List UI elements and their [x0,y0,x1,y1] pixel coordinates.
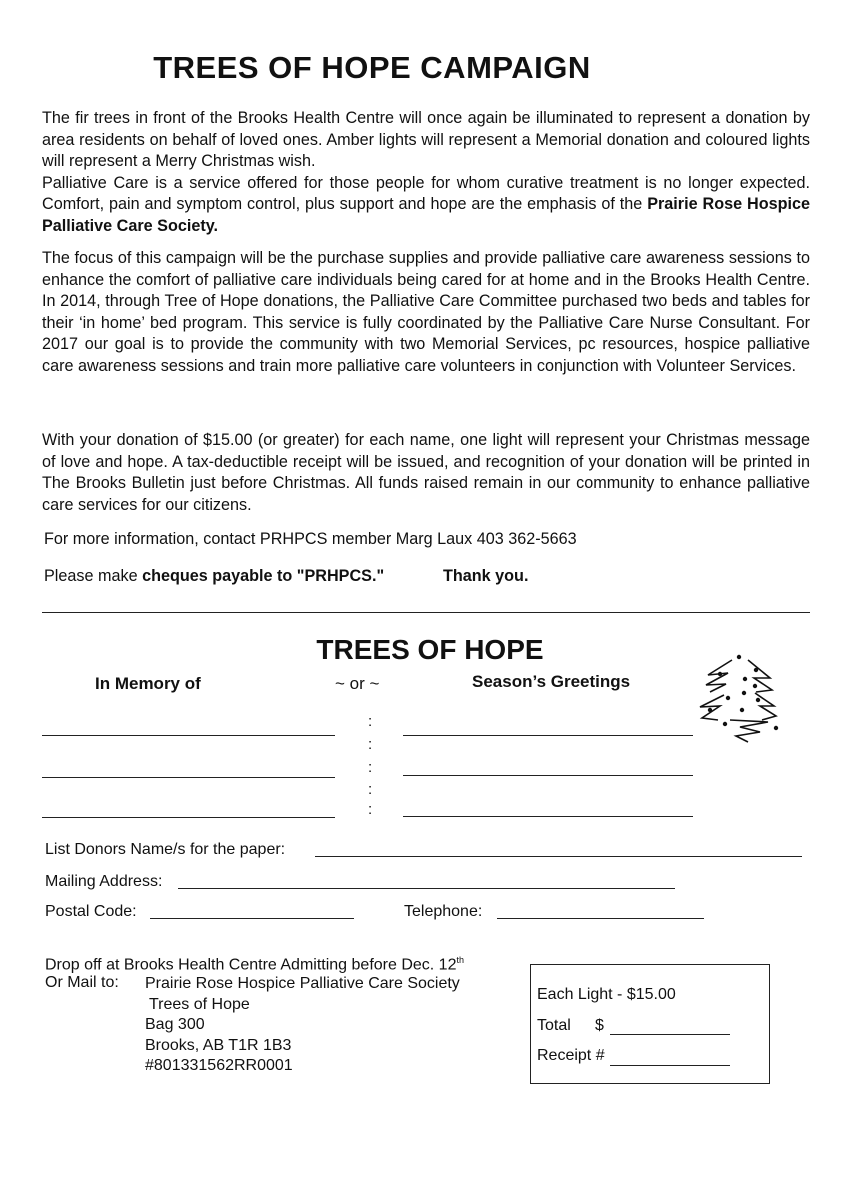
intro-text: The fir trees in front of the Brooks Health Centre will once again be illuminated to represent a donation by area residents on behalf of loved ones. Amber lights will represent a Memorial donation and coloured lights will represent a Merry Christmas wish. [42,109,810,171]
colon: : [368,781,373,798]
memory-line-3[interactable] [42,817,335,818]
form-title: TREES OF HOPE [316,634,544,665]
intro-paragraph [42,108,810,238]
memory-line-2[interactable] [42,777,335,778]
donors-label: List Donors Name/s for the paper: [45,841,286,858]
address-line: Prairie Rose Hospice Palliative Care Society [145,975,460,992]
contact-info: For more information, contact PRHPCS member Marg Laux 403 362-5663 [44,530,577,548]
cheques-line [44,567,384,586]
cheques-prefix: Please make [44,567,138,585]
dollar-sign: $ [595,1017,604,1034]
address-line: Trees of Hope [149,995,250,1013]
total-field[interactable] [610,1034,730,1035]
mailing-field[interactable] [178,888,675,889]
page-title: TREES OF HOPE CAMPAIGN [153,50,591,85]
divider [42,612,810,613]
postal-label: Postal Code: [45,903,137,920]
receipt-label: Receipt # [537,1047,605,1064]
dropoff-line: Drop off at Brooks Health Centre Admitting before Dec. 12 [45,956,457,974]
mailing-address [145,974,460,1077]
colon: : [368,736,373,753]
greetings-line-3[interactable] [403,816,693,817]
postal-field[interactable] [150,918,354,919]
address-line: Bag 300 [145,1016,205,1033]
tree-branch-right-top [748,660,772,692]
dropoff-sup: th [456,955,464,965]
tree-branch-left-bottom [700,695,724,720]
colon: : [368,801,373,818]
colon: : [368,759,373,776]
donors-field[interactable] [315,856,802,857]
memory-line-1[interactable] [42,735,335,736]
greetings-line-1[interactable] [403,735,693,736]
charity-number: #801331562RR0001 [145,1057,293,1074]
christmas-tree-icon [690,640,780,745]
cheques-payable: cheques payable to "PRHPCS." [142,567,385,585]
telephone-field[interactable] [497,918,704,919]
telephone-label: Telephone: [404,903,483,920]
total-label: Total [537,1017,571,1034]
or-separator: ~ or ~ [335,674,380,693]
focus-paragraph: The focus of this campaign will be the purchase supplies and provide palliative care awareness sessions to enhance the comfort of palliative care individuals being cared for at home and in the Brooks Health Centre. In 2014, through Tree of Hope donations, the Palliative Care Committee purchased two beds and tables for their ‘in home’ bed program. This service is fully coordinated by the Palliative Care Nurse Consultant. For 2017 our goal is to provide the community with two Memorial Services, pc resources, hospice palliative care awareness sessions and train more palliative care volunteers in conjunction with Volunteer Services. [42,249,810,375]
address-line: Brooks, AB T1R 1B3 [145,1036,292,1054]
tree-branch-right-bottom [755,693,776,720]
mail-label: Or Mail to: [45,974,119,991]
thank-you: Thank you. [443,567,529,585]
greetings-line-2[interactable] [403,775,693,776]
in-memory-heading: In Memory of [95,674,201,693]
each-light-price: Each Light - $15.00 [537,986,676,1003]
donation-paragraph: With your donation of $15.00 (or greater) for each name, one light will represent your Christmas message of love and hope. A tax-deductible receipt will be issued, and recognition of your donation will be printed in The Brooks Bulletin just before Christmas. All funds raised remain in our community to enhance palliative care services for our citizens. [42,431,810,514]
dropoff-text [45,955,464,974]
mailing-label: Mailing Address: [45,873,163,890]
tree-trunk [730,720,768,742]
greetings-heading: Season’s Greetings [472,672,631,691]
colon: : [368,713,373,730]
society-name: Prairie Rose Hospice Palliative Care Society. [42,195,810,235]
receipt-field[interactable] [610,1065,730,1066]
palliative-text: Palliative Care is a service offered for those people for whom curative treatment is no longer expected. Comfort, pain and symptom control, plus support and hope are the emphasis of the [42,173,810,214]
tree-branch-left-top [706,660,732,692]
